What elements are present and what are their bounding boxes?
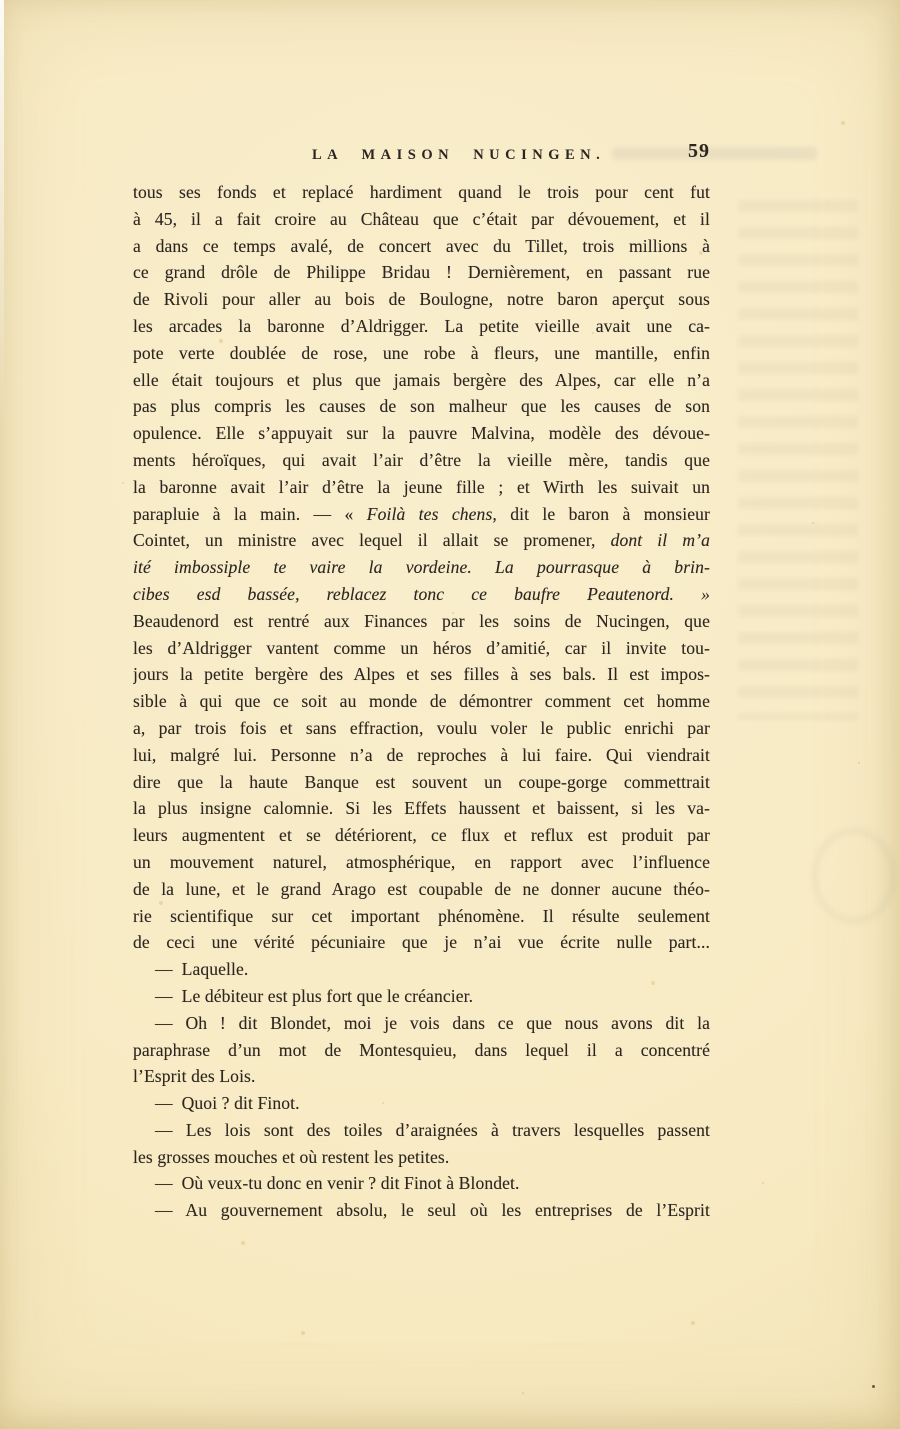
text-segment: parapluie à la main. — « — [133, 503, 367, 524]
running-head-title: LA MAISON NUCINGEN. — [312, 147, 606, 163]
text-line — [133, 795, 710, 822]
text-line — [133, 581, 710, 608]
text-segment: les arcades la baronne d’Aldrigger. La petite vieille avait une ca- — [133, 315, 710, 336]
text-line — [133, 1144, 710, 1171]
text-segment: — Quoi ? dit Finot. — [155, 1093, 300, 1114]
text-line — [133, 286, 710, 313]
text-line — [133, 527, 710, 554]
text-line — [133, 956, 710, 983]
text-line — [133, 769, 710, 796]
paper-speckles — [0, 0, 2, 2]
text-block — [133, 179, 710, 1224]
text-segment: à 45, il a fait croire au Château que c’était par dévouement, et il — [133, 208, 710, 229]
text-segment: — Le débiteur est plus fort que le créancier. — [155, 985, 474, 1006]
text-segment: — Les lois sont des toiles d’araignées à travers lesquelles passent — [155, 1119, 710, 1140]
text-segment: dire que la haute Banque est souvent un coupe-gorge commettrait — [133, 771, 710, 792]
text-segment: pote verte doublée de rose, une robe à fleurs, une mantille, enfin — [133, 342, 710, 363]
text-line — [133, 206, 710, 233]
text-segment: la plus insigne calomnie. Si les Effets haussent et baissent, si les va- — [133, 798, 710, 819]
text-line — [133, 233, 710, 260]
text-segment: a, par trois fois et sans effraction, voulu voler le public enrichi par — [133, 717, 710, 738]
text-segment: elle était toujours et plus que jamais bergère des Alpes, car elle n’a — [133, 369, 710, 390]
text-line — [133, 1117, 710, 1144]
text-segment: un mouvement naturel, atmosphérique, en rapport avec l’influence — [133, 851, 710, 872]
text-line — [133, 1090, 710, 1117]
text-line — [133, 688, 710, 715]
text-line — [133, 1010, 710, 1037]
text-segment: opulence. Elle s’appuyait sur la pauvre Malvina, modèle des dévoue- — [133, 423, 710, 444]
page-number: 59 — [688, 140, 710, 162]
text-segment: lui, malgré lui. Personne n’a de reproches à lui faire. Qui viendrait — [133, 744, 710, 765]
text-line — [133, 1037, 710, 1064]
text-line — [133, 876, 710, 903]
text-segment: Cointet, un ministre avec lequel il allait se promener, — [133, 530, 611, 551]
text-segment-italic: cibes esd bassée, reblacez tonc ce baufre Peautenord. » — [133, 583, 710, 604]
text-segment: — Où veux-tu donc en venir ? dit Finot à Blondet. — [155, 1173, 520, 1194]
text-segment-italic: dont il m’a — [610, 530, 710, 551]
text-segment: ments héroïques, qui avait l’air d’être la vieille mère, tandis que — [133, 449, 710, 470]
text-segment-italic: Foilà tes chens, — [366, 503, 497, 524]
text-segment: — Oh ! dit Blondet, moi je vois dans ce que nous avons dit la — [155, 1012, 710, 1033]
showthrough-smudge — [738, 200, 858, 720]
text-line — [133, 742, 710, 769]
text-segment: pas plus compris les causes de son malheur que les causes de son — [133, 396, 710, 417]
text-segment: sible à qui que ce soit au monde de démontrer comment cet homme — [133, 691, 710, 712]
text-line — [133, 635, 710, 662]
text-segment-italic: ité imbossiple te vaire la vordeine. La pourrasque à brin- — [133, 557, 710, 578]
text-segment: de la lune, et le grand Arago est coupable de ne donner aucune théo- — [133, 878, 710, 899]
text-segment: de Rivoli pour aller au bois de Boulogne, notre baron aperçut sous — [133, 289, 710, 310]
text-segment: paraphrase d’un mot de Montesquieu, dans lequel il a concentré — [133, 1039, 710, 1060]
text-segment: jours la petite bergère des Alpes et ses filles à ses bals. Il est impos- — [133, 664, 710, 685]
text-segment: — Au gouvernement absolu, le seul où les entreprises de l’Esprit — [155, 1200, 710, 1221]
text-line — [133, 501, 710, 528]
text-line — [133, 259, 710, 286]
text-segment: de ceci une vérité pécuniaire que je n’ai vue écrite nulle part... — [133, 932, 710, 953]
text-line — [133, 903, 710, 930]
text-line — [133, 661, 710, 688]
text-segment: leurs augmentent et se détériorent, ce flux et reflux est produit par — [133, 825, 710, 846]
text-segment: a dans ce temps avalé, de concert avec du Tillet, trois millions à — [133, 235, 710, 256]
text-line — [133, 1063, 710, 1090]
text-segment: ce grand drôle de Philippe Bridau ! Dernièrement, en passant rue — [133, 262, 710, 283]
showthrough-smudge — [812, 828, 896, 924]
text-line — [133, 1170, 710, 1197]
text-line — [133, 554, 710, 581]
text-line — [133, 313, 710, 340]
text-line — [133, 393, 710, 420]
text-line — [133, 340, 710, 367]
text-line — [133, 474, 710, 501]
text-segment: tous ses fonds et replacé hardiment quand le trois pour cent fut — [133, 182, 710, 202]
text-line — [133, 929, 710, 956]
ink-speck — [872, 1385, 875, 1388]
text-line — [133, 715, 710, 742]
text-segment: la baronne avait l’air d’être la jeune fille ; et Wirth les suivait un — [133, 476, 710, 497]
text-segment: rie scientifique sur cet important phénomène. Il résulte seulement — [133, 905, 710, 926]
text-line — [133, 420, 710, 447]
text-line — [133, 822, 710, 849]
text-segment: dit le baron à monsieur — [496, 503, 710, 524]
text-segment: l’Esprit des Lois. — [133, 1066, 256, 1087]
text-segment: — Laquelle. — [155, 959, 249, 980]
text-line — [133, 367, 710, 394]
text-segment: Beaudenord est rentré aux Finances par les soins de Nucingen, que — [133, 610, 710, 631]
text-line — [133, 447, 710, 474]
text-line — [133, 983, 710, 1010]
text-segment: les grosses mouches et où restent les petites. — [133, 1146, 450, 1167]
text-segment: les d’Aldrigger vantent comme un héros d’amitié, car il invite tou- — [133, 637, 710, 658]
text-line — [133, 608, 710, 635]
text-line — [133, 849, 710, 876]
text-line — [133, 179, 710, 206]
scan-edge-highlight — [0, 0, 4, 430]
text-line — [133, 1197, 710, 1224]
